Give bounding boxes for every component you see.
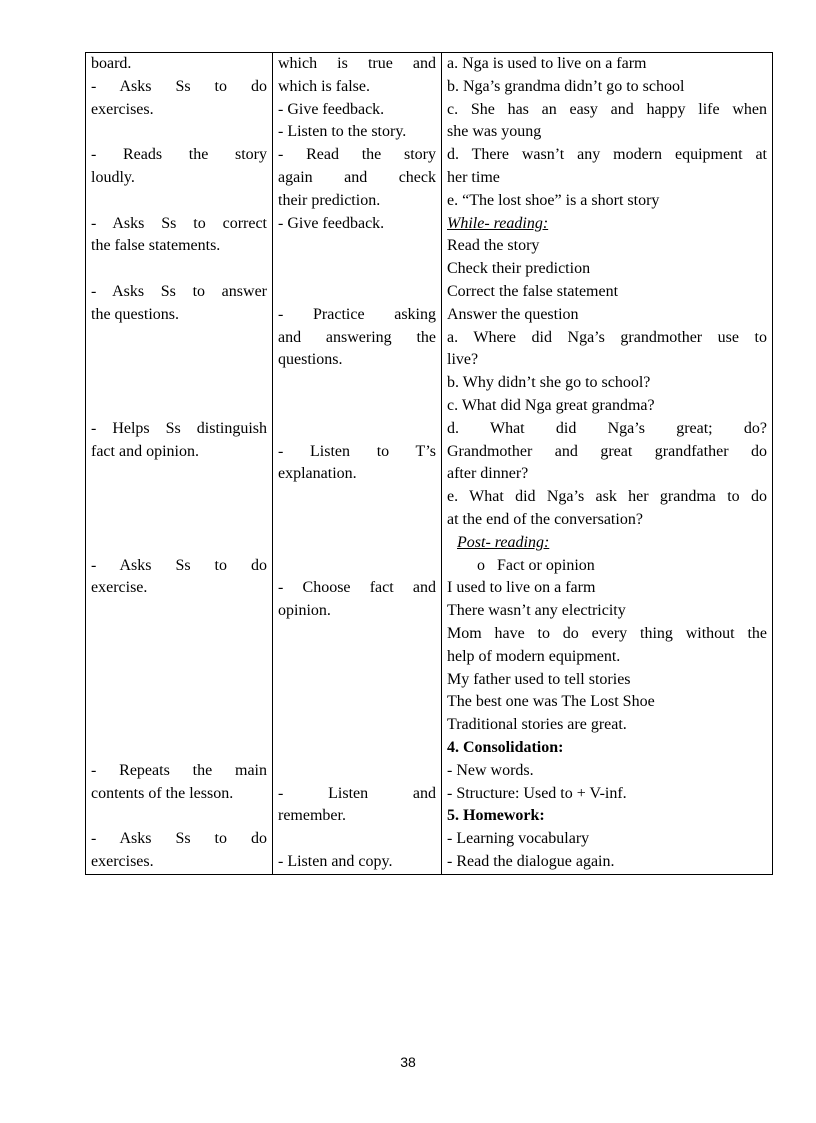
text-line [91,623,267,646]
text-line: - Asks Ss to do [91,830,267,848]
text-line: Mom have to do every thing without the [447,624,767,642]
text-line: again and check [278,168,436,186]
text-line: exercises. [91,100,154,118]
text-line: remember. [278,807,346,825]
text-line: The best one was The Lost Shoe [447,693,655,711]
fact-or-opinion-label: Fact or opinion [497,556,595,574]
text-line: - Helps Ss distinguish [91,419,267,437]
text-line: questions. [278,351,343,369]
text-line: opinion. [278,602,331,620]
text-line: exercises. [91,852,154,870]
text-line [278,555,436,578]
text-line: d. What did Nga’s great; do? [447,419,767,437]
text-line: - Asks Ss to correct [91,214,267,232]
text-line: e. “The lost shoe” is a short story [447,191,660,209]
text-line: her time [447,168,500,186]
text-line [91,190,267,213]
text-line [278,418,436,441]
text-line: - Give feedback. [278,214,385,232]
post-reading-list [447,577,767,737]
text-line: - New words. [447,761,534,779]
text-line: Read the story [447,237,540,255]
text-line: - Give feedback. [278,100,385,118]
text-line: I used to live on a farm [447,579,596,597]
text-line: Answer the question [447,305,579,323]
text-line: - Structure: Used to + V-inf. [447,784,627,802]
text-line [91,486,267,509]
text-line: Grandmother and great grandfather do [447,442,767,460]
text-line: - Learning vocabulary [447,830,590,848]
text-line [91,532,267,555]
teacher-activities-cell [86,53,273,875]
text-line: loudly. [91,168,135,186]
text-line: My father used to tell stories [447,670,631,688]
text-line: - Practice asking [278,305,436,323]
text-line: e. What did Nga’s ask her grandma to do [447,488,767,506]
text-line: contents of the lesson. [91,784,234,802]
text-line: - Reads the story [91,146,267,164]
text-line [278,509,436,532]
consolidation-list [447,760,767,806]
text-line: Check their prediction [447,260,591,278]
text-line: she was young [447,123,542,141]
text-line [91,509,267,532]
text-line: d. There wasn’t any modern equipment at [447,146,767,164]
text-line: - Asks Ss to do [91,556,267,574]
text-line [91,463,267,486]
content-cell [442,53,773,875]
text-line: c. She has an easy and happy life when [447,100,767,118]
text-line: which is true and [278,55,436,72]
text-line [278,737,436,760]
page-number: 38 [400,1054,416,1070]
text-line: after dinner? [447,465,529,483]
text-line: - Choose fact and [278,579,436,597]
text-line: - Listen and copy. [278,852,393,870]
text-line: - Asks Ss to answer [91,282,267,300]
text-line: board. [91,55,132,72]
text-line [91,349,267,372]
text-line: fact and opinion. [91,442,199,460]
student-activities-cell [273,53,442,875]
text-line: - Read the dialogue again. [447,852,615,870]
text-line: which is false. [278,77,370,95]
text-line: There wasn’t any electricity [447,602,626,620]
text-line: - Repeats the main [91,761,267,779]
text-line [278,669,436,692]
text-line: - Read the story [278,146,436,164]
while-reading-list [447,235,767,531]
text-line: at the end of the conversation? [447,510,643,528]
text-line [278,760,436,783]
consolidation-heading: 4. Consolidation: [447,738,564,756]
text-line [278,235,436,258]
text-line: exercise. [91,579,148,597]
pre-reading-statements [447,53,767,213]
text-line [91,714,267,737]
text-line [91,805,267,828]
text-line: b. Why didn’t she go to school? [447,374,651,392]
text-line: a. Where did Nga’s grandmother use to [447,328,767,346]
text-line [278,372,436,395]
text-line: the false statements. [91,237,221,255]
text-line: the questions. [91,305,179,323]
text-line [278,623,436,646]
homework-heading: 5. Homework: [447,807,545,825]
text-line: - Listen to the story. [278,123,407,141]
text-line [91,669,267,692]
circle-bullet-icon: o [477,556,485,574]
text-line: c. What did Nga great grandma? [447,396,655,414]
homework-list [447,828,767,874]
lesson-plan-table [85,52,773,875]
text-line: b. Nga’s grandma didn’t go to school [447,77,685,95]
text-line [91,258,267,281]
table-row [86,53,773,875]
text-line: - Listen and [278,784,436,802]
text-line [278,281,436,304]
text-line [91,121,267,144]
text-line: their prediction. [278,191,381,209]
text-line [278,714,436,737]
text-line: explanation. [278,465,357,483]
text-line [91,327,267,350]
text-line: - Listen to T’s [278,442,436,460]
text-line [278,646,436,669]
text-line [91,691,267,714]
text-line: - Asks Ss to do [91,77,267,95]
text-line [91,372,267,395]
text-line: live? [447,351,479,369]
text-line: Traditional stories are great. [447,716,627,734]
text-line [278,395,436,418]
text-line [278,828,436,851]
post-reading-heading: Post- reading: [457,533,550,551]
text-line [278,691,436,714]
text-line [278,532,436,555]
while-reading-heading: While- reading: [447,214,549,232]
text-line: help of modern equipment. [447,647,621,665]
text-line [91,737,267,760]
text-line: and answering the [278,328,436,346]
text-line [91,646,267,669]
text-line [91,395,267,418]
text-line: Correct the false statement [447,282,619,300]
text-line: a. Nga is used to live on a farm [447,55,647,72]
text-line [91,600,267,623]
text-line [278,258,436,281]
fact-or-opinion-bullet-item [447,555,767,578]
text-line [278,486,436,509]
